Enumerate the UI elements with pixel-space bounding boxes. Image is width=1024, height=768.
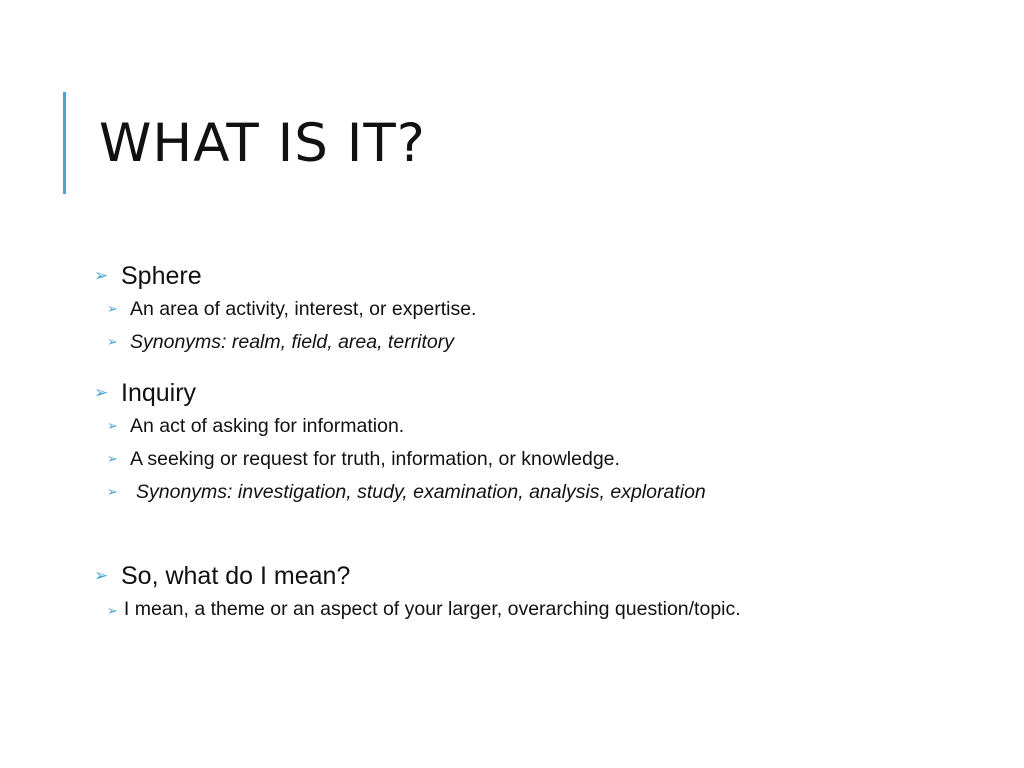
sub-bullet bbox=[107, 480, 706, 504]
sub-bullet-text: An act of asking for information. bbox=[130, 415, 405, 437]
sub-bullet-text: Synonyms: investigation, study, examination, analysis, exploration bbox=[136, 481, 706, 503]
slide-title: WHAT IS IT? bbox=[99, 113, 426, 174]
bullet-inquiry bbox=[94, 378, 196, 408]
bullet-label: Sphere bbox=[121, 262, 202, 290]
arrow-bullet-icon: ➢ bbox=[107, 484, 118, 499]
bullet-label: So, what do I mean? bbox=[121, 562, 351, 590]
arrow-bullet-icon: ➢ bbox=[107, 603, 118, 618]
arrow-bullet-icon: ➢ bbox=[107, 301, 118, 316]
arrow-bullet-icon: ➢ bbox=[107, 334, 118, 349]
sub-bullet bbox=[107, 297, 476, 321]
arrow-bullet-icon: ➢ bbox=[107, 418, 118, 433]
sub-bullet bbox=[107, 414, 404, 438]
sub-bullet-text: A seeking or request for truth, information, or knowledge. bbox=[130, 448, 620, 470]
bullet-sphere bbox=[94, 261, 202, 291]
bullet-meaning bbox=[94, 561, 350, 591]
sub-bullet bbox=[107, 597, 767, 623]
sub-bullet bbox=[107, 330, 454, 354]
sub-bullet-text: An area of activity, interest, or expertise. bbox=[130, 298, 477, 320]
arrow-bullet-icon: ➢ bbox=[94, 566, 109, 585]
arrow-bullet-icon: ➢ bbox=[94, 383, 109, 402]
sub-bullet-text: Synonyms: realm, field, area, territory bbox=[130, 331, 455, 353]
bullet-label: Inquiry bbox=[121, 379, 197, 407]
arrow-bullet-icon: ➢ bbox=[94, 266, 109, 285]
arrow-bullet-icon: ➢ bbox=[107, 451, 118, 466]
sub-bullet-text: I mean, a theme or an aspect of your larger, overarching question/topic. bbox=[123, 598, 741, 620]
title-accent-bar bbox=[63, 92, 66, 194]
sub-bullet bbox=[107, 447, 620, 471]
